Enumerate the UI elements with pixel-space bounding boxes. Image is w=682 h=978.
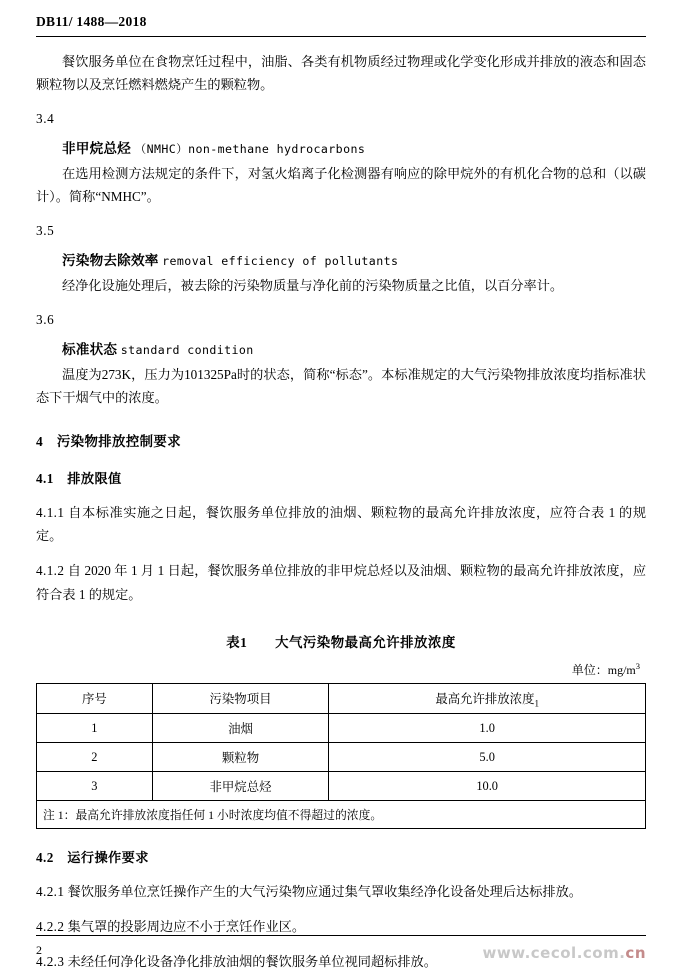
column-header-limit-note-index: 1 [534,698,539,709]
table-unit-label [36,661,640,678]
header-divider [36,36,646,37]
cell-limit: 5.0 [329,743,646,772]
clause-4-2-3-number: 4.2.3 [36,954,65,970]
table-note: 注 1：最高允许排放浓度指任何 1 小时浓度均值不得超过的浓度。 [37,801,646,829]
table-caption: 表1 大气污染物最高允许排放浓度 [226,634,456,650]
watermark-main-text: www.cecol.com. [482,944,626,962]
clause-number-3-4: 3.4 [36,111,55,127]
watermark-suffix-text: cn [625,944,646,962]
clause-4-2-2-text: 集气罩的投影周边应不小于烹饪作业区。 [67,919,306,935]
cell-pollutant: 非甲烷总烃 [152,772,329,801]
clause-4-1-2-text: 自 2020 年 1 月 1 日起，餐饮服务单位排放的非甲烷总烃以及油烟、颗粒物的最高允许排放浓度，应符合表 1 的规定。 [36,563,647,602]
cell-limit: 1.0 [329,714,646,743]
cell-pollutant: 颗粒物 [152,743,329,772]
clause-4-1-2 [36,559,646,605]
clause-4-1-1 [36,501,646,547]
term-3-6 [62,338,646,358]
table-row [37,772,646,801]
unit-text: 单位：mg/m [571,662,636,677]
term-3-4 [62,137,646,157]
clause-4-1-1-text: 自本标准实施之日起，餐饮服务单位排放的油烟、颗粒物的最高允许排放浓度，应符合表 1 的规定。 [36,505,647,544]
cell-limit: 10.0 [329,772,646,801]
term-label-en: removal efficiency of pollutants [162,253,399,268]
clause-4-1-2-number: 4.1.2 [36,563,65,579]
clause-number-3-5: 3.5 [36,223,55,239]
column-header-pollutant: 污染物项目 [152,683,329,713]
table-note-row [37,801,646,829]
cell-no: 2 [37,743,153,772]
term-label-cn: 标准状态 [62,341,118,357]
cell-no: 1 [37,714,153,743]
footer-divider [36,935,646,936]
clause-number-3-6: 3.6 [36,312,55,328]
page-header: DB11/ 1488—2018 [36,14,147,29]
column-header-limit-text: 最高允许排放浓度 [435,691,535,706]
section-heading-4-1: 4.1 排放限值 [36,471,122,487]
clause-4-2-1-text: 餐饮服务单位烹饪操作产生的大气污染物应通过集气罩收集经净化设备处理后达标排放。 [67,884,582,900]
section-heading-4-2: 4.2 运行操作要求 [36,850,149,866]
clause-4-1-1-number: 4.1.1 [36,505,65,521]
emission-limits-table [36,683,646,829]
column-header-limit [329,683,646,713]
clause-4-2-1-number: 4.2.1 [36,884,65,900]
term-label-cn: 污染物去除效率 [62,252,159,268]
term-definition-3-5: 经净化设施处理后，被去除的污染物质量与净化前的污染物质量之比值，以百分率计。 [62,277,564,293]
page-number: 2 [36,943,42,957]
cell-no: 3 [37,772,153,801]
clause-4-2-3-text: 未经任何净化设备净化排放油烟的餐饮服务单位视同超标排放。 [67,954,437,970]
table-header-row [37,683,646,713]
table-row [37,714,646,743]
term-definition-3-6: 温度为273K，压力为101325Pa时的状态，简称“标态”。本标准规定的大气污染物排放浓度均指标准状态下干烟气中的浓度。 [36,366,646,405]
term-label-en: （NMHC）non-methane hydrocarbons [134,141,366,156]
column-header-no: 序号 [37,683,153,713]
section-heading-4: 4 污染物排放控制要求 [36,434,182,450]
term-label-en: standard condition [120,342,254,357]
clause-4-2-2-number: 4.2.2 [36,919,65,935]
intro-paragraph: 餐饮服务单位在食物烹饪过程中，油脂、各类有机物质经过物理或化学变化形成并排放的液态和固态颗粒物以及烹饪燃料燃烧产生的颗粒物。 [36,54,646,92]
term-label-cn: 非甲烷总烃 [62,140,131,156]
term-definition-3-4: 在选用检测方法规定的条件下，对氢火焰离子化检测器有响应的除甲烷外的有机化合物的总和（以碳计）。简称“NMHC”。 [36,165,646,204]
unit-exponent: 3 [635,660,640,671]
watermark [482,944,646,962]
cell-pollutant: 油烟 [152,714,329,743]
term-3-5 [62,249,646,269]
table-row [37,743,646,772]
clause-4-2-1 [36,880,646,903]
